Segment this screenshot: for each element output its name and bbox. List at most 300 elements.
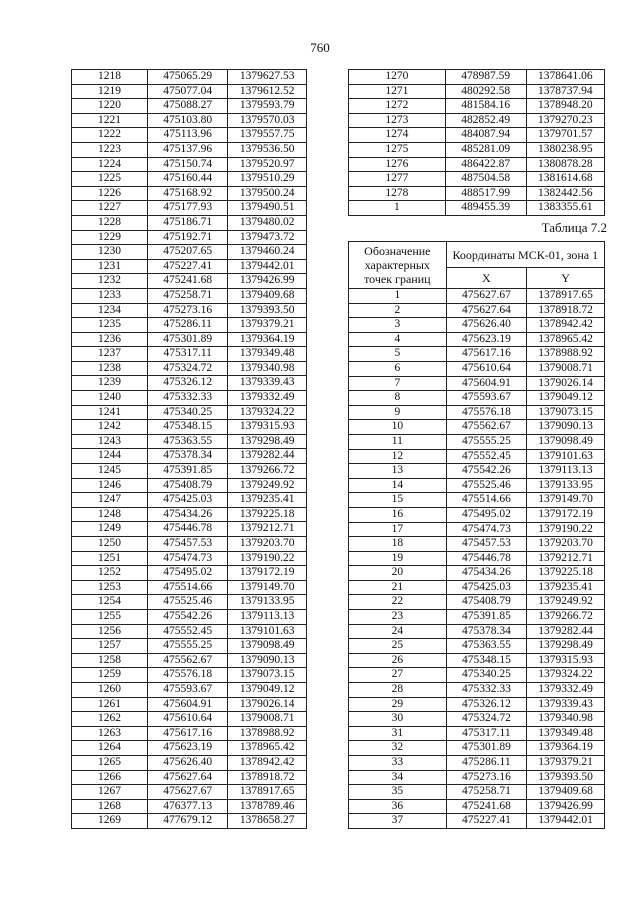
coord-y-cell: 1379473.72 — [228, 230, 307, 245]
point-number-cell: 17 — [349, 522, 447, 537]
table-row — [349, 84, 605, 99]
coord-x-cell: 475542.26 — [446, 464, 526, 479]
coord-x-cell: 475378.34 — [148, 449, 228, 464]
coord-y-cell: 1379593.79 — [228, 99, 307, 114]
table-row — [72, 157, 307, 172]
point-number-cell: 1248 — [72, 507, 148, 522]
coord-x-cell: 475626.40 — [148, 755, 228, 770]
coord-y-cell: 1379073.15 — [228, 668, 307, 683]
coord-x-cell: 475227.41 — [148, 259, 228, 274]
coord-y-cell: 1379324.22 — [228, 405, 307, 420]
table-row — [72, 785, 307, 800]
coord-x-cell: 475168.92 — [148, 186, 228, 201]
coord-x-cell: 475150.74 — [148, 157, 228, 172]
coord-x-cell: 475627.64 — [148, 770, 228, 785]
table-row — [349, 668, 605, 683]
point-number-cell: 1275 — [349, 142, 446, 157]
table-row — [72, 405, 307, 420]
coord-x-cell: 475495.02 — [148, 566, 228, 581]
coord-y-cell: 1379340.98 — [527, 712, 605, 727]
coord-y-cell: 1379190.22 — [228, 551, 307, 566]
coord-x-cell: 484087.94 — [445, 128, 526, 143]
point-number-cell: 1260 — [72, 682, 148, 697]
table-row — [349, 186, 605, 201]
coord-x-cell: 475610.64 — [446, 361, 526, 376]
coord-y-cell: 1382442.56 — [526, 186, 604, 201]
coord-y-cell: 1379203.70 — [527, 537, 605, 552]
coord-y-cell: 1379249.92 — [527, 595, 605, 610]
table-row — [72, 639, 307, 654]
coord-x-cell: 475348.15 — [148, 420, 228, 435]
point-number-cell: 32 — [349, 741, 447, 756]
coord-y-cell: 1379101.63 — [527, 449, 605, 464]
coord-y-cell: 1378918.72 — [228, 770, 307, 785]
coord-x-cell: 475604.91 — [446, 376, 526, 391]
table-row — [72, 318, 307, 333]
header-coordinates: Координаты МСК-01, зона 1 — [446, 242, 604, 268]
point-number-cell: 1258 — [72, 653, 148, 668]
coord-x-cell: 475348.15 — [446, 653, 526, 668]
point-number-cell: 1266 — [72, 770, 148, 785]
table-row — [349, 624, 605, 639]
coord-y-cell: 1379235.41 — [228, 493, 307, 508]
coord-x-cell: 489455.39 — [445, 201, 526, 216]
table-row — [72, 580, 307, 595]
coord-x-cell: 475525.46 — [148, 595, 228, 610]
point-number-cell: 1229 — [72, 230, 148, 245]
point-number-cell: 1223 — [72, 142, 148, 157]
coord-y-cell: 1379249.92 — [228, 478, 307, 493]
coord-x-cell: 475363.55 — [148, 434, 228, 449]
coord-y-cell: 1379282.44 — [228, 449, 307, 464]
coord-x-cell: 475326.12 — [148, 376, 228, 391]
table-row — [72, 332, 307, 347]
coord-x-cell: 475576.18 — [446, 405, 526, 420]
coord-x-cell: 478987.59 — [445, 70, 526, 85]
table-row — [349, 580, 605, 595]
coord-x-cell: 475324.72 — [446, 712, 526, 727]
coord-y-cell: 1379349.48 — [228, 347, 307, 362]
table-row — [349, 420, 605, 435]
coord-y-cell: 1379008.71 — [527, 361, 605, 376]
coord-x-cell: 475324.72 — [148, 361, 228, 376]
point-number-cell: 1253 — [72, 580, 148, 595]
coord-y-cell: 1379442.01 — [228, 259, 307, 274]
coord-x-cell: 475434.26 — [148, 507, 228, 522]
point-number-cell: 1232 — [72, 274, 148, 289]
coord-x-cell: 475434.26 — [446, 566, 526, 581]
point-number-cell: 33 — [349, 756, 447, 771]
point-number-cell: 1261 — [72, 697, 148, 712]
coord-x-cell: 475103.80 — [148, 113, 228, 128]
point-number-cell: 1264 — [72, 741, 148, 756]
point-number-cell: 1238 — [72, 361, 148, 376]
coord-y-cell: 1379026.14 — [228, 697, 307, 712]
coord-x-cell: 475623.19 — [148, 741, 228, 756]
point-number-cell: 1267 — [72, 785, 148, 800]
table-row — [349, 653, 605, 668]
right-table-body — [349, 289, 605, 829]
coord-y-cell: 1379298.49 — [228, 434, 307, 449]
coord-y-cell: 1378737.94 — [526, 84, 604, 99]
coord-y-cell: 1379212.71 — [228, 522, 307, 537]
point-number-cell: 2 — [349, 303, 447, 318]
coord-y-cell: 1379172.19 — [527, 507, 605, 522]
table-row — [72, 712, 307, 727]
coord-x-cell: 482852.49 — [445, 113, 526, 128]
coord-y-cell: 1379500.24 — [228, 186, 307, 201]
point-number-cell: 1246 — [72, 478, 148, 493]
coord-x-cell: 475273.16 — [148, 303, 228, 318]
point-number-cell: 1277 — [349, 172, 446, 187]
table-row — [349, 697, 605, 712]
table-row — [72, 755, 307, 770]
coord-x-cell: 475593.67 — [148, 682, 228, 697]
coord-y-cell: 1379098.49 — [228, 639, 307, 654]
point-number-cell: 11 — [349, 434, 447, 449]
coord-x-cell: 475555.25 — [148, 639, 228, 654]
point-number-cell: 1268 — [72, 799, 148, 814]
coord-x-cell: 475363.55 — [446, 639, 526, 654]
coord-y-cell: 1379149.70 — [228, 580, 307, 595]
table-row — [349, 361, 605, 376]
point-number-cell: 1221 — [72, 113, 148, 128]
coord-x-cell: 475301.89 — [148, 332, 228, 347]
table-row — [72, 128, 307, 143]
coord-x-cell: 485281.09 — [445, 142, 526, 157]
coord-y-cell: 1379480.02 — [228, 215, 307, 230]
point-number-cell: 1243 — [72, 434, 148, 449]
coord-y-cell: 1379298.49 — [527, 639, 605, 654]
coord-y-cell: 1379315.93 — [228, 420, 307, 435]
table-row — [72, 274, 307, 289]
left-coordinates-table — [71, 69, 307, 829]
coord-y-cell: 1379379.21 — [228, 318, 307, 333]
coord-x-cell: 475186.71 — [148, 215, 228, 230]
coord-y-cell: 1378917.65 — [228, 785, 307, 800]
coord-y-cell: 1379379.21 — [527, 756, 605, 771]
coord-y-cell: 1378988.92 — [228, 726, 307, 741]
coord-y-cell: 1379536.50 — [228, 142, 307, 157]
table-row — [72, 595, 307, 610]
table-row — [349, 201, 605, 216]
table-row — [72, 449, 307, 464]
coord-x-cell: 475340.25 — [446, 668, 526, 683]
coord-x-cell: 475286.11 — [148, 318, 228, 333]
point-number-cell: 1231 — [72, 259, 148, 274]
coord-y-cell: 1379364.19 — [228, 332, 307, 347]
point-number-cell: 1235 — [72, 318, 148, 333]
point-number-cell: 34 — [349, 770, 447, 785]
coord-y-cell: 1380878.28 — [526, 157, 604, 172]
point-number-cell: 13 — [349, 464, 447, 479]
coord-y-cell: 1379490.51 — [228, 201, 307, 216]
table-row — [349, 289, 605, 304]
point-number-cell: 1230 — [72, 245, 148, 260]
point-number-cell: 28 — [349, 683, 447, 698]
point-number-cell: 1273 — [349, 113, 446, 128]
coord-x-cell: 475326.12 — [446, 697, 526, 712]
coord-y-cell: 1379049.12 — [228, 682, 307, 697]
coord-x-cell: 475160.44 — [148, 172, 228, 187]
point-number-cell: 20 — [349, 566, 447, 581]
table-row — [72, 84, 307, 99]
table-row — [72, 303, 307, 318]
point-number-cell: 1270 — [349, 70, 446, 85]
coord-x-cell: 475301.89 — [446, 741, 526, 756]
coord-x-cell: 475258.71 — [148, 288, 228, 303]
table-row — [72, 70, 307, 85]
coord-x-cell: 475552.45 — [148, 624, 228, 639]
table-row — [349, 551, 605, 566]
coord-x-cell: 475604.91 — [148, 697, 228, 712]
header-y: Y — [527, 268, 605, 289]
coord-y-cell: 1379460.24 — [228, 245, 307, 260]
coord-y-cell: 1379324.22 — [527, 668, 605, 683]
point-number-cell: 1254 — [72, 595, 148, 610]
coord-y-cell: 1379510.29 — [228, 172, 307, 187]
coord-y-cell: 1379098.49 — [527, 434, 605, 449]
point-number-cell: 21 — [349, 580, 447, 595]
coord-x-cell: 475273.16 — [446, 770, 526, 785]
coord-x-cell: 475514.66 — [148, 580, 228, 595]
point-number-cell: 1269 — [72, 814, 148, 829]
table-caption: Таблица 7.2 — [541, 220, 607, 235]
table-row — [72, 609, 307, 624]
coord-y-cell: 1379315.93 — [527, 653, 605, 668]
coord-x-cell: 475555.25 — [446, 434, 526, 449]
header-point-designation: Обозначение характерных точек границ — [349, 242, 447, 289]
point-number-cell: 1245 — [72, 464, 148, 479]
coord-x-cell: 475626.40 — [446, 318, 526, 333]
coord-x-cell: 475542.26 — [148, 609, 228, 624]
coord-x-cell: 475617.16 — [446, 347, 526, 362]
coord-y-cell: 1379570.03 — [228, 113, 307, 128]
right-coordinates-table — [348, 241, 605, 829]
table-row — [72, 653, 307, 668]
table-row — [349, 70, 605, 85]
table-row — [349, 172, 605, 187]
table-row — [349, 347, 605, 362]
point-number-cell: 1241 — [72, 405, 148, 420]
point-number-cell: 26 — [349, 653, 447, 668]
coord-x-cell: 476377.13 — [148, 799, 228, 814]
point-number-cell: 36 — [349, 799, 447, 814]
coord-y-cell: 1378948.20 — [526, 99, 604, 114]
coord-y-cell: 1383355.61 — [526, 201, 604, 216]
table-row — [72, 142, 307, 157]
coord-y-cell: 1379090.13 — [527, 420, 605, 435]
table-row — [349, 113, 605, 128]
coord-y-cell: 1379149.70 — [527, 493, 605, 508]
coord-y-cell: 1379212.71 — [527, 551, 605, 566]
table-row — [349, 478, 605, 493]
table-row — [72, 814, 307, 829]
table-row — [349, 726, 605, 741]
coord-y-cell: 1379270.23 — [526, 113, 604, 128]
table-row — [349, 595, 605, 610]
coord-x-cell: 475617.16 — [148, 726, 228, 741]
point-number-cell: 1218 — [72, 70, 148, 85]
table-row — [349, 99, 605, 114]
coord-y-cell: 1379225.18 — [527, 566, 605, 581]
table-row — [349, 712, 605, 727]
point-number-cell: 12 — [349, 449, 447, 464]
coord-x-cell: 475340.25 — [148, 405, 228, 420]
table-row — [72, 464, 307, 479]
coord-y-cell: 1379090.13 — [228, 653, 307, 668]
coord-y-cell: 1378965.42 — [228, 741, 307, 756]
point-number-cell: 10 — [349, 420, 447, 435]
point-number-cell: 1278 — [349, 186, 446, 201]
coord-x-cell: 475552.45 — [446, 449, 526, 464]
table-row — [349, 522, 605, 537]
point-number-cell: 1265 — [72, 755, 148, 770]
table-row — [349, 391, 605, 406]
point-number-cell: 1256 — [72, 624, 148, 639]
coord-y-cell: 1378918.72 — [527, 303, 605, 318]
point-number-cell: 35 — [349, 785, 447, 800]
coord-y-cell: 1379266.72 — [228, 464, 307, 479]
coord-y-cell: 1379332.49 — [228, 391, 307, 406]
table-row — [349, 799, 605, 814]
coord-x-cell: 480292.58 — [445, 84, 526, 99]
coord-x-cell: 475474.73 — [446, 522, 526, 537]
coord-x-cell: 475610.64 — [148, 712, 228, 727]
point-number-cell: 1276 — [349, 157, 446, 172]
point-number-cell: 3 — [349, 318, 447, 333]
table-row — [349, 405, 605, 420]
coord-x-cell: 475457.53 — [148, 537, 228, 552]
coord-y-cell: 1379393.50 — [527, 770, 605, 785]
point-number-cell: 27 — [349, 668, 447, 683]
coord-x-cell: 475425.03 — [446, 580, 526, 595]
coord-y-cell: 1379008.71 — [228, 712, 307, 727]
point-number-cell: 1233 — [72, 288, 148, 303]
point-number-cell: 37 — [349, 814, 447, 829]
point-number-cell: 7 — [349, 376, 447, 391]
coord-y-cell: 1379339.43 — [527, 697, 605, 712]
table-row — [349, 493, 605, 508]
coord-x-cell: 475562.67 — [148, 653, 228, 668]
point-number-cell: 1226 — [72, 186, 148, 201]
coord-y-cell: 1378789.46 — [228, 799, 307, 814]
point-number-cell: 1251 — [72, 551, 148, 566]
point-number-cell: 1272 — [349, 99, 446, 114]
coord-x-cell: 475317.11 — [148, 347, 228, 362]
coord-y-cell: 1379266.72 — [527, 610, 605, 625]
coord-y-cell: 1378658.27 — [228, 814, 307, 829]
table-row — [72, 624, 307, 639]
coord-x-cell: 475576.18 — [148, 668, 228, 683]
coord-y-cell: 1379409.68 — [228, 288, 307, 303]
point-number-cell: 19 — [349, 551, 447, 566]
coord-y-cell: 1379701.57 — [526, 128, 604, 143]
coord-x-cell: 475391.85 — [446, 610, 526, 625]
table-row — [349, 449, 605, 464]
coord-x-cell: 475192.71 — [148, 230, 228, 245]
coord-x-cell: 475207.65 — [148, 245, 228, 260]
table-row — [72, 376, 307, 391]
table-row — [349, 566, 605, 581]
coord-x-cell: 475627.67 — [446, 289, 526, 304]
table-row — [72, 420, 307, 435]
coord-x-cell: 475446.78 — [446, 551, 526, 566]
coord-y-cell: 1379426.99 — [228, 274, 307, 289]
table-row — [349, 785, 605, 800]
table-row — [349, 756, 605, 771]
coord-x-cell: 475088.27 — [148, 99, 228, 114]
point-number-cell: 1274 — [349, 128, 446, 143]
coord-x-cell: 488517.99 — [445, 186, 526, 201]
point-number-cell: 24 — [349, 624, 447, 639]
coord-x-cell: 475474.73 — [148, 551, 228, 566]
table-row — [349, 376, 605, 391]
coord-y-cell: 1379409.68 — [527, 785, 605, 800]
table-row — [72, 245, 307, 260]
table-row — [72, 172, 307, 187]
coord-y-cell: 1379349.48 — [527, 726, 605, 741]
coord-x-cell: 475241.68 — [148, 274, 228, 289]
coord-x-cell: 475065.29 — [148, 70, 228, 85]
point-number-cell: 1262 — [72, 712, 148, 727]
coord-y-cell: 1379225.18 — [228, 507, 307, 522]
table-row — [349, 639, 605, 654]
point-number-cell: 1 — [349, 289, 447, 304]
coord-y-cell: 1378917.65 — [527, 289, 605, 304]
point-number-cell: 1225 — [72, 172, 148, 187]
coord-x-cell: 475077.04 — [148, 84, 228, 99]
point-number-cell: 25 — [349, 639, 447, 654]
coord-y-cell: 1378988.92 — [527, 347, 605, 362]
coord-x-cell: 475227.41 — [446, 814, 526, 829]
table-row — [72, 668, 307, 683]
point-number-cell: 6 — [349, 361, 447, 376]
coord-x-cell: 475391.85 — [148, 464, 228, 479]
point-number-cell: 1257 — [72, 639, 148, 654]
coord-y-cell: 1379557.75 — [228, 128, 307, 143]
coord-x-cell: 475514.66 — [446, 493, 526, 508]
point-number-cell: 1255 — [72, 609, 148, 624]
table-row — [349, 157, 605, 172]
coord-y-cell: 1379172.19 — [228, 566, 307, 581]
table-row — [72, 697, 307, 712]
table-row — [72, 770, 307, 785]
table-row — [349, 507, 605, 522]
right-top-table-body — [349, 70, 605, 216]
point-number-cell: 18 — [349, 537, 447, 552]
point-number-cell: 5 — [349, 347, 447, 362]
right-top-coordinates-table — [348, 69, 605, 216]
coord-x-cell: 475177.93 — [148, 201, 228, 216]
point-number-cell: 1219 — [72, 84, 148, 99]
coord-y-cell: 1379190.22 — [527, 522, 605, 537]
coord-x-cell: 475241.68 — [446, 799, 526, 814]
table-row — [349, 610, 605, 625]
table-row — [72, 259, 307, 274]
point-number-cell: 1222 — [72, 128, 148, 143]
point-number-cell: 23 — [349, 610, 447, 625]
coord-x-cell: 475317.11 — [446, 726, 526, 741]
point-number-cell: 31 — [349, 726, 447, 741]
table-row — [72, 113, 307, 128]
table-row — [72, 201, 307, 216]
table-row — [349, 434, 605, 449]
point-number-cell: 1259 — [72, 668, 148, 683]
coord-x-cell: 475286.11 — [446, 756, 526, 771]
table-row — [72, 215, 307, 230]
table-row — [72, 682, 307, 697]
